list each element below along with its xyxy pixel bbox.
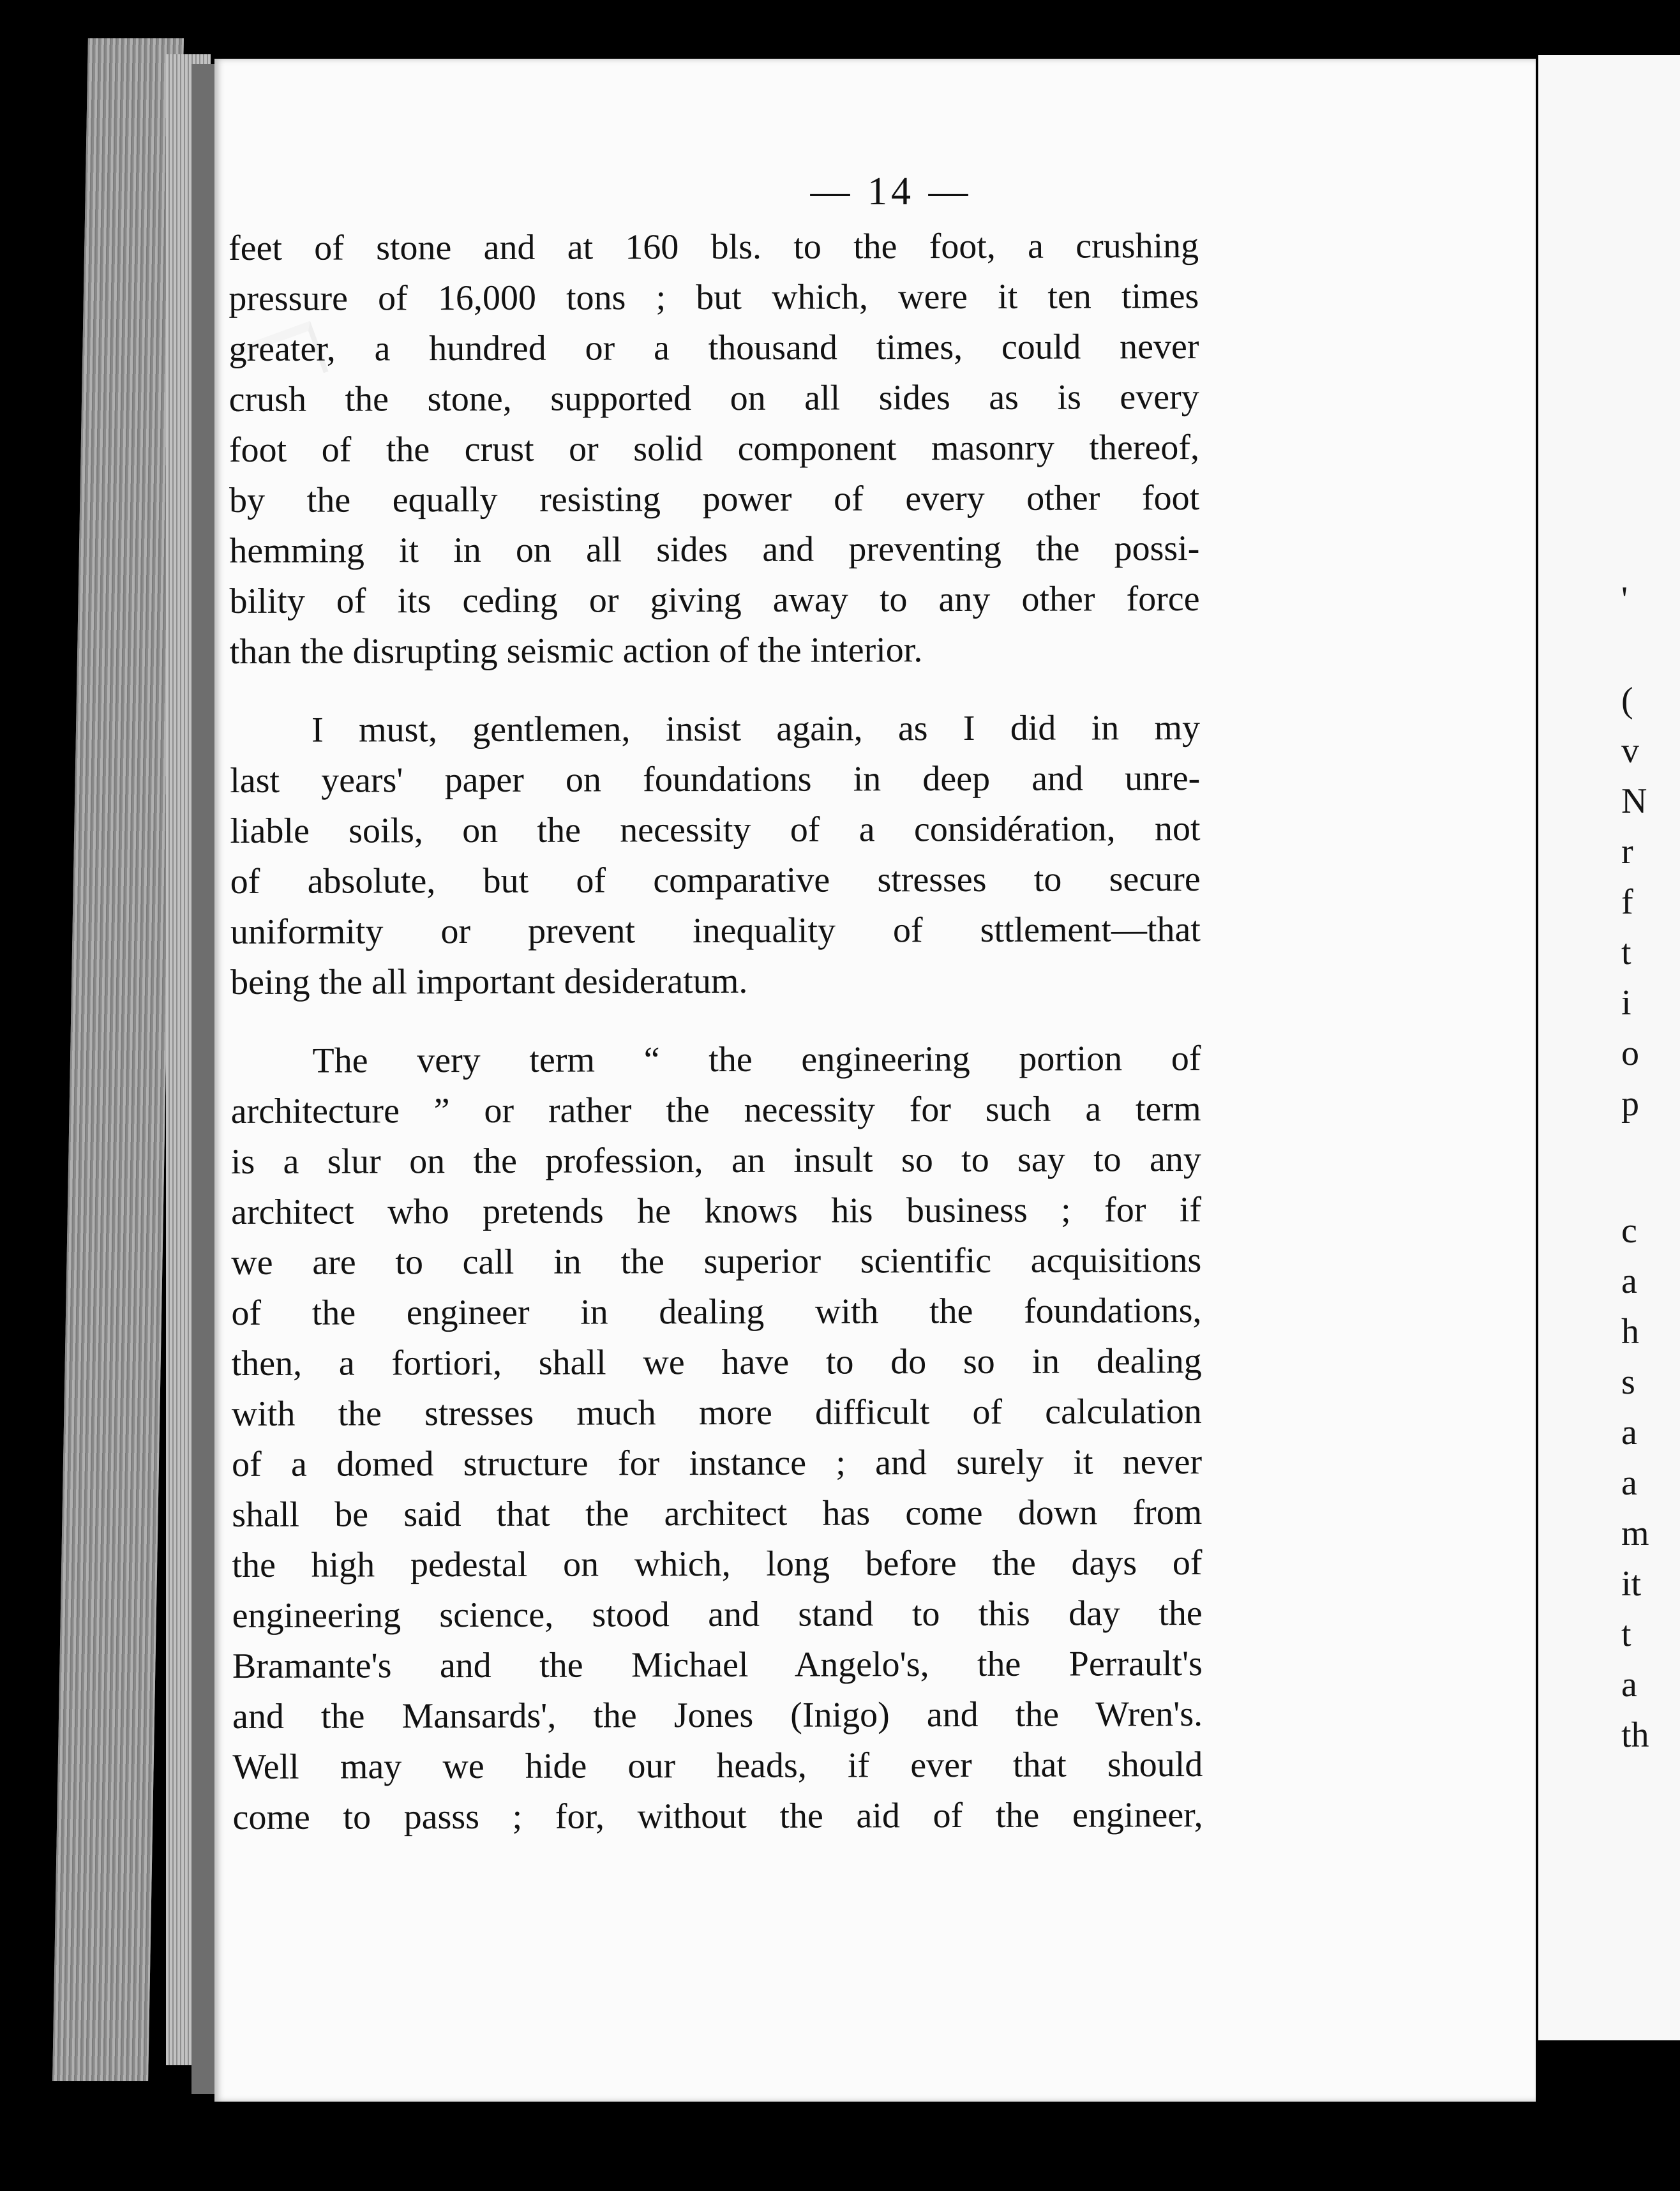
text-line: engineering science, stood and stand to this day the <box>232 1593 1203 1636</box>
fragment: p <box>1621 1084 1639 1124</box>
fragment: a <box>1621 1463 1637 1503</box>
fragment: ' <box>1621 580 1628 619</box>
fragment: it <box>1621 1564 1642 1604</box>
text-line: is a slur on the profession, an insult so to say to any <box>230 1140 1201 1182</box>
fragment: a <box>1621 1665 1637 1705</box>
text-line: greater, a hundred or a thousand times, could never <box>229 327 1199 369</box>
body-text <box>229 221 1203 1843</box>
book-edge-pages <box>52 38 184 2081</box>
text-line: The very term “ the engineering portion of <box>312 1039 1201 1081</box>
text-line: than the disrupting seismic action of the interior. <box>229 630 923 672</box>
text-line: of the engineer in dealing with the foundations, <box>231 1291 1202 1333</box>
text-line: architecture ” or rather the necessity for such a term <box>230 1089 1201 1131</box>
fragment: t <box>1621 933 1631 972</box>
fragment: c <box>1621 1211 1637 1251</box>
text-line: by the equally resisting power of every other foot <box>229 478 1200 520</box>
fragment: m <box>1621 1514 1649 1553</box>
text-line: Well may we hide our heads, if ever that should <box>232 1745 1203 1787</box>
text-line: with the stresses much more difficult of calculation <box>231 1392 1202 1434</box>
book-gutter-shadow <box>191 64 217 2094</box>
text-line: feet of stone and at 160 bls. to the foot, a crushing <box>229 226 1199 268</box>
text-line: crush the stone, supported on all sides as is every <box>229 377 1199 419</box>
fragment: f <box>1621 882 1633 922</box>
text-line: being the all important desideratum. <box>230 961 748 1002</box>
adjacent-page-text-fragments <box>1621 575 1680 1761</box>
fragment: a <box>1621 1413 1637 1452</box>
fragment: a <box>1621 1261 1637 1301</box>
text-line: I must, gentlemen, insist again, as I did in my <box>311 708 1201 750</box>
fragment: v <box>1621 731 1639 771</box>
text-line: hemming it in on all sides and preventing the possi- <box>229 529 1200 571</box>
fragment: r <box>1621 832 1633 871</box>
fragment: t <box>1621 1615 1631 1654</box>
fragment-gap <box>1621 1129 1680 1206</box>
text-line: foot of the crust or solid component masonry thereof, <box>229 428 1200 470</box>
paragraph-1 <box>229 221 1200 677</box>
fragment <box>1621 625 1680 675</box>
text-line: liable soils, on the necessity of a considération, not <box>230 809 1201 851</box>
text-line: the high pedestal on which, long before the days of <box>232 1543 1203 1585</box>
text-line: uniformity or prevent inequality of sttlement—that <box>230 910 1201 952</box>
text-line: of a domed structure for instance ; and surely it never <box>232 1442 1203 1484</box>
text-line: shall be said that the architect has come down from <box>232 1493 1203 1535</box>
fragment: N <box>1621 781 1647 821</box>
text-line: of absolute, but of comparative stresses to secure <box>230 859 1201 901</box>
paragraph-3 <box>230 1034 1203 1843</box>
fragment: th <box>1621 1715 1649 1755</box>
text-line: bility of its ceding or giving away to any other force <box>229 579 1200 621</box>
fragment: ( <box>1621 681 1633 720</box>
fragment: i <box>1621 983 1631 1023</box>
paragraph-2 <box>230 703 1201 1008</box>
fragment: s <box>1621 1362 1635 1402</box>
text-line: then, a fortiori, shall we have to do so in dealing <box>231 1341 1202 1383</box>
text-line: Bramante's and the Michael Angelo's, the Perrault's <box>232 1644 1203 1686</box>
page-number: — 14 — <box>810 170 972 213</box>
text-line: pressure of 16,000 tons ; but which, were it ten times <box>229 276 1199 319</box>
text-line: and the Mansards', the Jones (Inigo) and the Wren's. <box>232 1694 1203 1736</box>
text-line: architect who pretends he knows his business ; for if <box>230 1190 1202 1232</box>
fragment: o <box>1621 1034 1639 1073</box>
text-line: last years' paper on foundations in deep and unre- <box>230 758 1201 801</box>
fragment: h <box>1621 1312 1639 1351</box>
text-line: come to passs ; for, without the aid of the engineer, <box>232 1795 1203 1837</box>
text-line: we are to call in the superior scientific acquisitions <box>231 1240 1202 1283</box>
